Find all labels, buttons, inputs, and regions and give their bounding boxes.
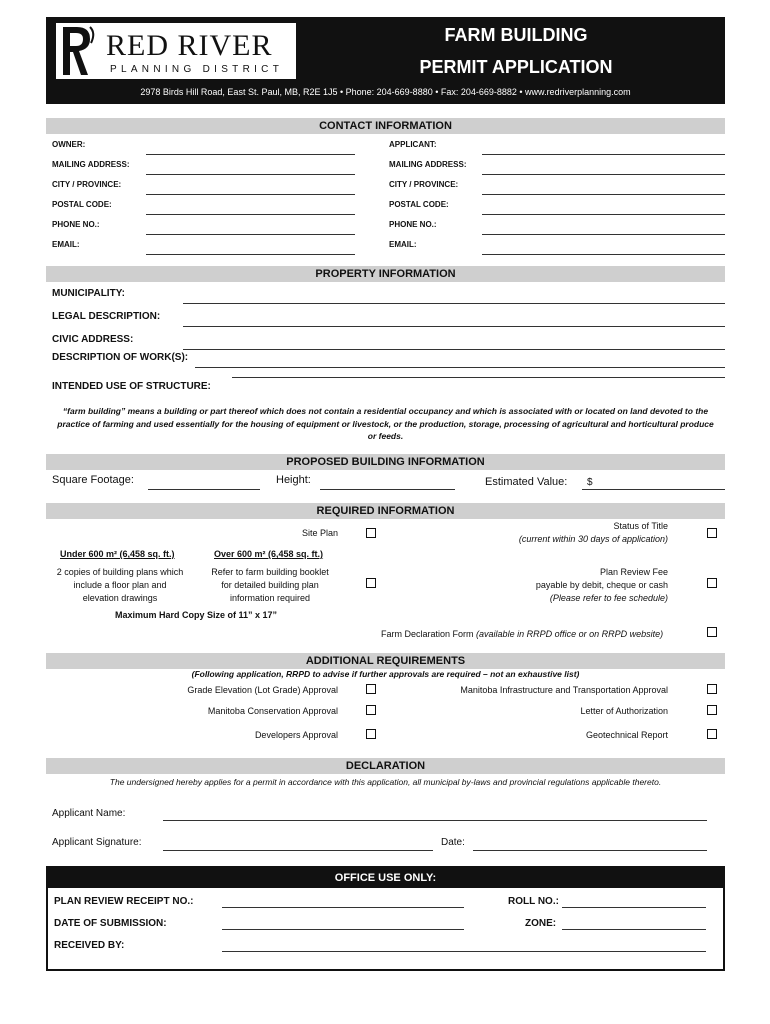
geotechnical-report-checkbox[interactable] <box>707 729 717 739</box>
square-footage-label: Square Footage: <box>52 474 134 486</box>
plan-review-fee-label: Plan Review Fee <box>599 567 668 577</box>
building-plans-checkbox[interactable] <box>366 578 376 588</box>
zone-label: ZONE: <box>525 918 557 929</box>
square-footage-field[interactable] <box>148 489 260 490</box>
required-section-heading: REQUIRED INFORMATION <box>46 503 725 519</box>
owner-label: OWNER: <box>52 140 86 149</box>
legal-description-field[interactable] <box>183 326 725 327</box>
max-hard-copy-size: Maximum Hard Copy Size of 11” x 17” <box>115 610 278 620</box>
additional-note: (Following application, RRPD to advise if further approvals are required – not an exhaustive list) <box>191 669 580 679</box>
applicant-label: APPLICANT: <box>389 140 437 149</box>
letter-of-authorization-checkbox[interactable] <box>707 705 717 715</box>
owner-city-label: CITY / PROVINCE: <box>52 180 122 189</box>
geotechnical-report-label: Geotechnical Report <box>585 730 668 740</box>
under-600-line2: include a floor plan and <box>73 580 167 590</box>
declaration-date-label: Date: <box>441 837 465 848</box>
farm-declaration-checkbox[interactable] <box>707 627 717 637</box>
farm-declaration-text: Farm Declaration Form <box>381 629 474 639</box>
received-by-label: RECEIVED BY: <box>54 940 125 951</box>
owner-email-field[interactable] <box>146 254 355 255</box>
over-600-heading: Over 600 m² (6,458 sq. ft.) <box>214 549 324 559</box>
applicant-phone-label: PHONE NO.: <box>389 220 437 229</box>
applicant-city-field[interactable] <box>482 194 725 195</box>
status-of-title-label: Status of Title <box>613 521 668 531</box>
additional-section-heading: ADDITIONAL REQUIREMENTS <box>46 653 725 669</box>
currency-symbol: $ <box>587 477 593 488</box>
plan-review-fee-checkbox[interactable] <box>707 578 717 588</box>
owner-phone-label: PHONE NO.: <box>52 220 100 229</box>
received-by-field[interactable] <box>222 951 706 952</box>
declaration-date-field[interactable] <box>473 850 707 851</box>
office-use-heading: OFFICE USE ONLY: <box>48 868 723 888</box>
zone-field[interactable] <box>562 929 706 930</box>
site-plan-checkbox[interactable] <box>366 528 376 538</box>
office-address: 2978 Birds Hill Road, East St. Paul, MB, R2E 1J5 • Phone: 204-669-8880 • Fax: 204-669-8882 • www.redriverplanning.com <box>140 87 631 97</box>
municipality-label: MUNICIPALITY: <box>52 288 125 299</box>
developers-approval-checkbox[interactable] <box>366 729 376 739</box>
site-plan-label: Site Plan <box>302 528 339 538</box>
applicant-email-label: EMAIL: <box>389 240 417 249</box>
date-of-submission-label: DATE OF SUBMISSION: <box>54 918 167 929</box>
owner-city-field[interactable] <box>146 194 355 195</box>
height-label: Height: <box>276 474 311 486</box>
conservation-approval-checkbox[interactable] <box>366 705 376 715</box>
mit-approval-label: Manitoba Infrastructure and Transportation Approval <box>460 685 668 695</box>
description-of-work-field[interactable] <box>195 367 725 368</box>
intended-use-field[interactable] <box>232 377 725 378</box>
date-of-submission-field[interactable] <box>222 929 464 930</box>
declaration-text: The undersigned hereby applies for a permit in accordance with this application, all municipal by-laws and provincial regulations applicable thereto. <box>109 777 662 787</box>
applicant-mailing-label: MAILING ADDRESS: <box>389 160 467 169</box>
mit-approval-checkbox[interactable] <box>707 684 717 694</box>
plan-review-fee-payment: payable by debit, cheque or cash <box>535 580 668 590</box>
height-field[interactable] <box>320 489 455 490</box>
intended-use-label: INTENDED USE OF STRUCTURE: <box>52 381 211 392</box>
applicant-name-label: Applicant Name: <box>52 808 126 819</box>
developers-approval-label: Developers Approval <box>254 730 338 740</box>
status-of-title-note: (current within 30 days of application) <box>518 534 668 544</box>
declaration-section-heading: DECLARATION <box>46 758 725 774</box>
civic-address-field[interactable] <box>183 349 725 350</box>
under-600-line3: elevation drawings <box>82 593 158 603</box>
grade-elevation-label: Grade Elevation (Lot Grade) Approval <box>187 685 338 695</box>
roll-no-field[interactable] <box>562 907 706 908</box>
applicant-phone-field[interactable] <box>482 234 725 235</box>
farm-building-definition: “farm building” means a building or part thereof which does not contain a residential occupancy and which is associated with or located on land devoted to the practice of farming and used essentially for the housing of equipment or livestock, or the production, storage, processing of agricultural and horticultural produce or feeds. <box>57 406 714 441</box>
over-600-line2: for detailed building plan <box>221 580 319 590</box>
form-title-line2: PERMIT APPLICATION <box>419 57 613 77</box>
letter-of-authorization-label: Letter of Authorization <box>580 706 668 716</box>
applicant-signature-label: Applicant Signature: <box>52 837 142 848</box>
farm-declaration-note: (available in RRPD office or on RRPD website) <box>476 629 664 639</box>
over-600-line1: Refer to farm building booklet <box>211 567 329 577</box>
applicant-mailing-field[interactable] <box>482 174 725 175</box>
status-of-title-checkbox[interactable] <box>707 528 717 538</box>
applicant-email-field[interactable] <box>482 254 725 255</box>
farm-declaration-label <box>381 629 663 639</box>
office-use-box <box>46 866 725 971</box>
receipt-no-field[interactable] <box>222 907 464 908</box>
applicant-city-label: CITY / PROVINCE: <box>389 180 459 189</box>
owner-phone-field[interactable] <box>146 234 355 235</box>
estimated-value-field[interactable] <box>582 489 725 490</box>
form-title-line1: FARM BUILDING <box>444 25 588 45</box>
proposed-section-heading: PROPOSED BUILDING INFORMATION <box>46 454 725 470</box>
municipality-field[interactable] <box>183 303 725 304</box>
contact-section-heading: CONTACT INFORMATION <box>46 118 725 134</box>
estimated-value-label: Estimated Value: <box>485 476 568 488</box>
logo-r-mark-icon <box>60 25 98 77</box>
over-600-line3: information required <box>229 593 311 603</box>
applicant-name-field[interactable] <box>163 820 707 821</box>
owner-mailing-label: MAILING ADDRESS: <box>52 160 130 169</box>
owner-postal-label: POSTAL CODE: <box>52 200 112 209</box>
applicant-signature-field[interactable] <box>163 850 433 851</box>
applicant-field[interactable] <box>482 154 725 155</box>
red-river-logo <box>56 23 296 79</box>
owner-postal-field[interactable] <box>146 214 355 215</box>
under-600-heading: Under 600 m² (6,458 sq. ft.) <box>60 549 175 559</box>
applicant-postal-label: POSTAL CODE: <box>389 200 449 209</box>
under-600-line1: 2 copies of building plans which <box>56 567 184 577</box>
owner-email-label: EMAIL: <box>52 240 80 249</box>
civic-address-label: CIVIC ADDRESS: <box>52 334 134 345</box>
description-of-work-label: DESCRIPTION OF WORK(S): <box>52 352 189 363</box>
property-section-heading: PROPERTY INFORMATION <box>46 266 725 282</box>
conservation-approval-label: Manitoba Conservation Approval <box>207 706 338 716</box>
plan-review-fee-note: (Please refer to fee schedule) <box>549 593 668 603</box>
applicant-postal-field[interactable] <box>482 214 725 215</box>
roll-no-label: ROLL NO.: <box>508 896 559 907</box>
logo-name: RED RIVER <box>106 29 273 62</box>
grade-elevation-checkbox[interactable] <box>366 684 376 694</box>
logo-subtitle: PLANNING DISTRICT <box>110 64 284 75</box>
owner-field[interactable] <box>146 154 355 155</box>
receipt-no-label: PLAN REVIEW RECEIPT NO.: <box>54 896 194 907</box>
owner-mailing-field[interactable] <box>146 174 355 175</box>
legal-description-label: LEGAL DESCRIPTION: <box>52 311 161 322</box>
form-header <box>46 17 725 104</box>
